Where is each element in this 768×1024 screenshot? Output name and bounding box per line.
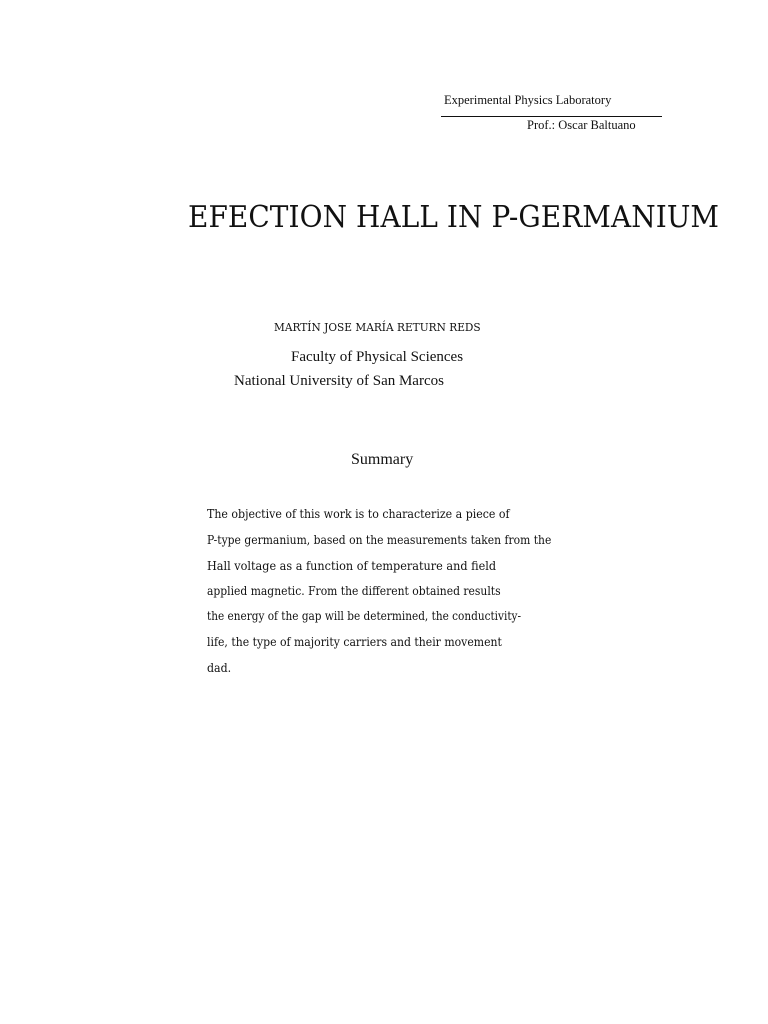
laboratory-name: Experimental Physics Laboratory [444,93,612,107]
header-rule [441,116,662,117]
summary-line: life, the type of majority carriers and their movement [207,634,502,649]
faculty-name: Faculty of Physical Sciences [291,349,464,365]
summary-line: dad. [207,660,232,675]
summary-line: the energy of the gap will be determined, the conductivity- [207,608,522,623]
university-name: National University of San Marcos [234,373,444,389]
professor-name: Prof.: Oscar Baltuano [527,118,636,132]
summary-line: Hall voltage as a function of temperature and field [207,558,497,573]
summary-line: P-type germanium, based on the measurements taken from the [207,532,552,547]
summary-heading: Summary [351,451,414,468]
author-name: MARTÍN JOSE MARÍA RETURN REDS [274,320,481,334]
paper-title: EFECTION HALL IN P-GERMANIUM [188,200,720,235]
summary-line: The objective of this work is to characterize a piece of [207,506,510,521]
summary-line: applied magnetic. From the different obtained results [207,583,501,598]
